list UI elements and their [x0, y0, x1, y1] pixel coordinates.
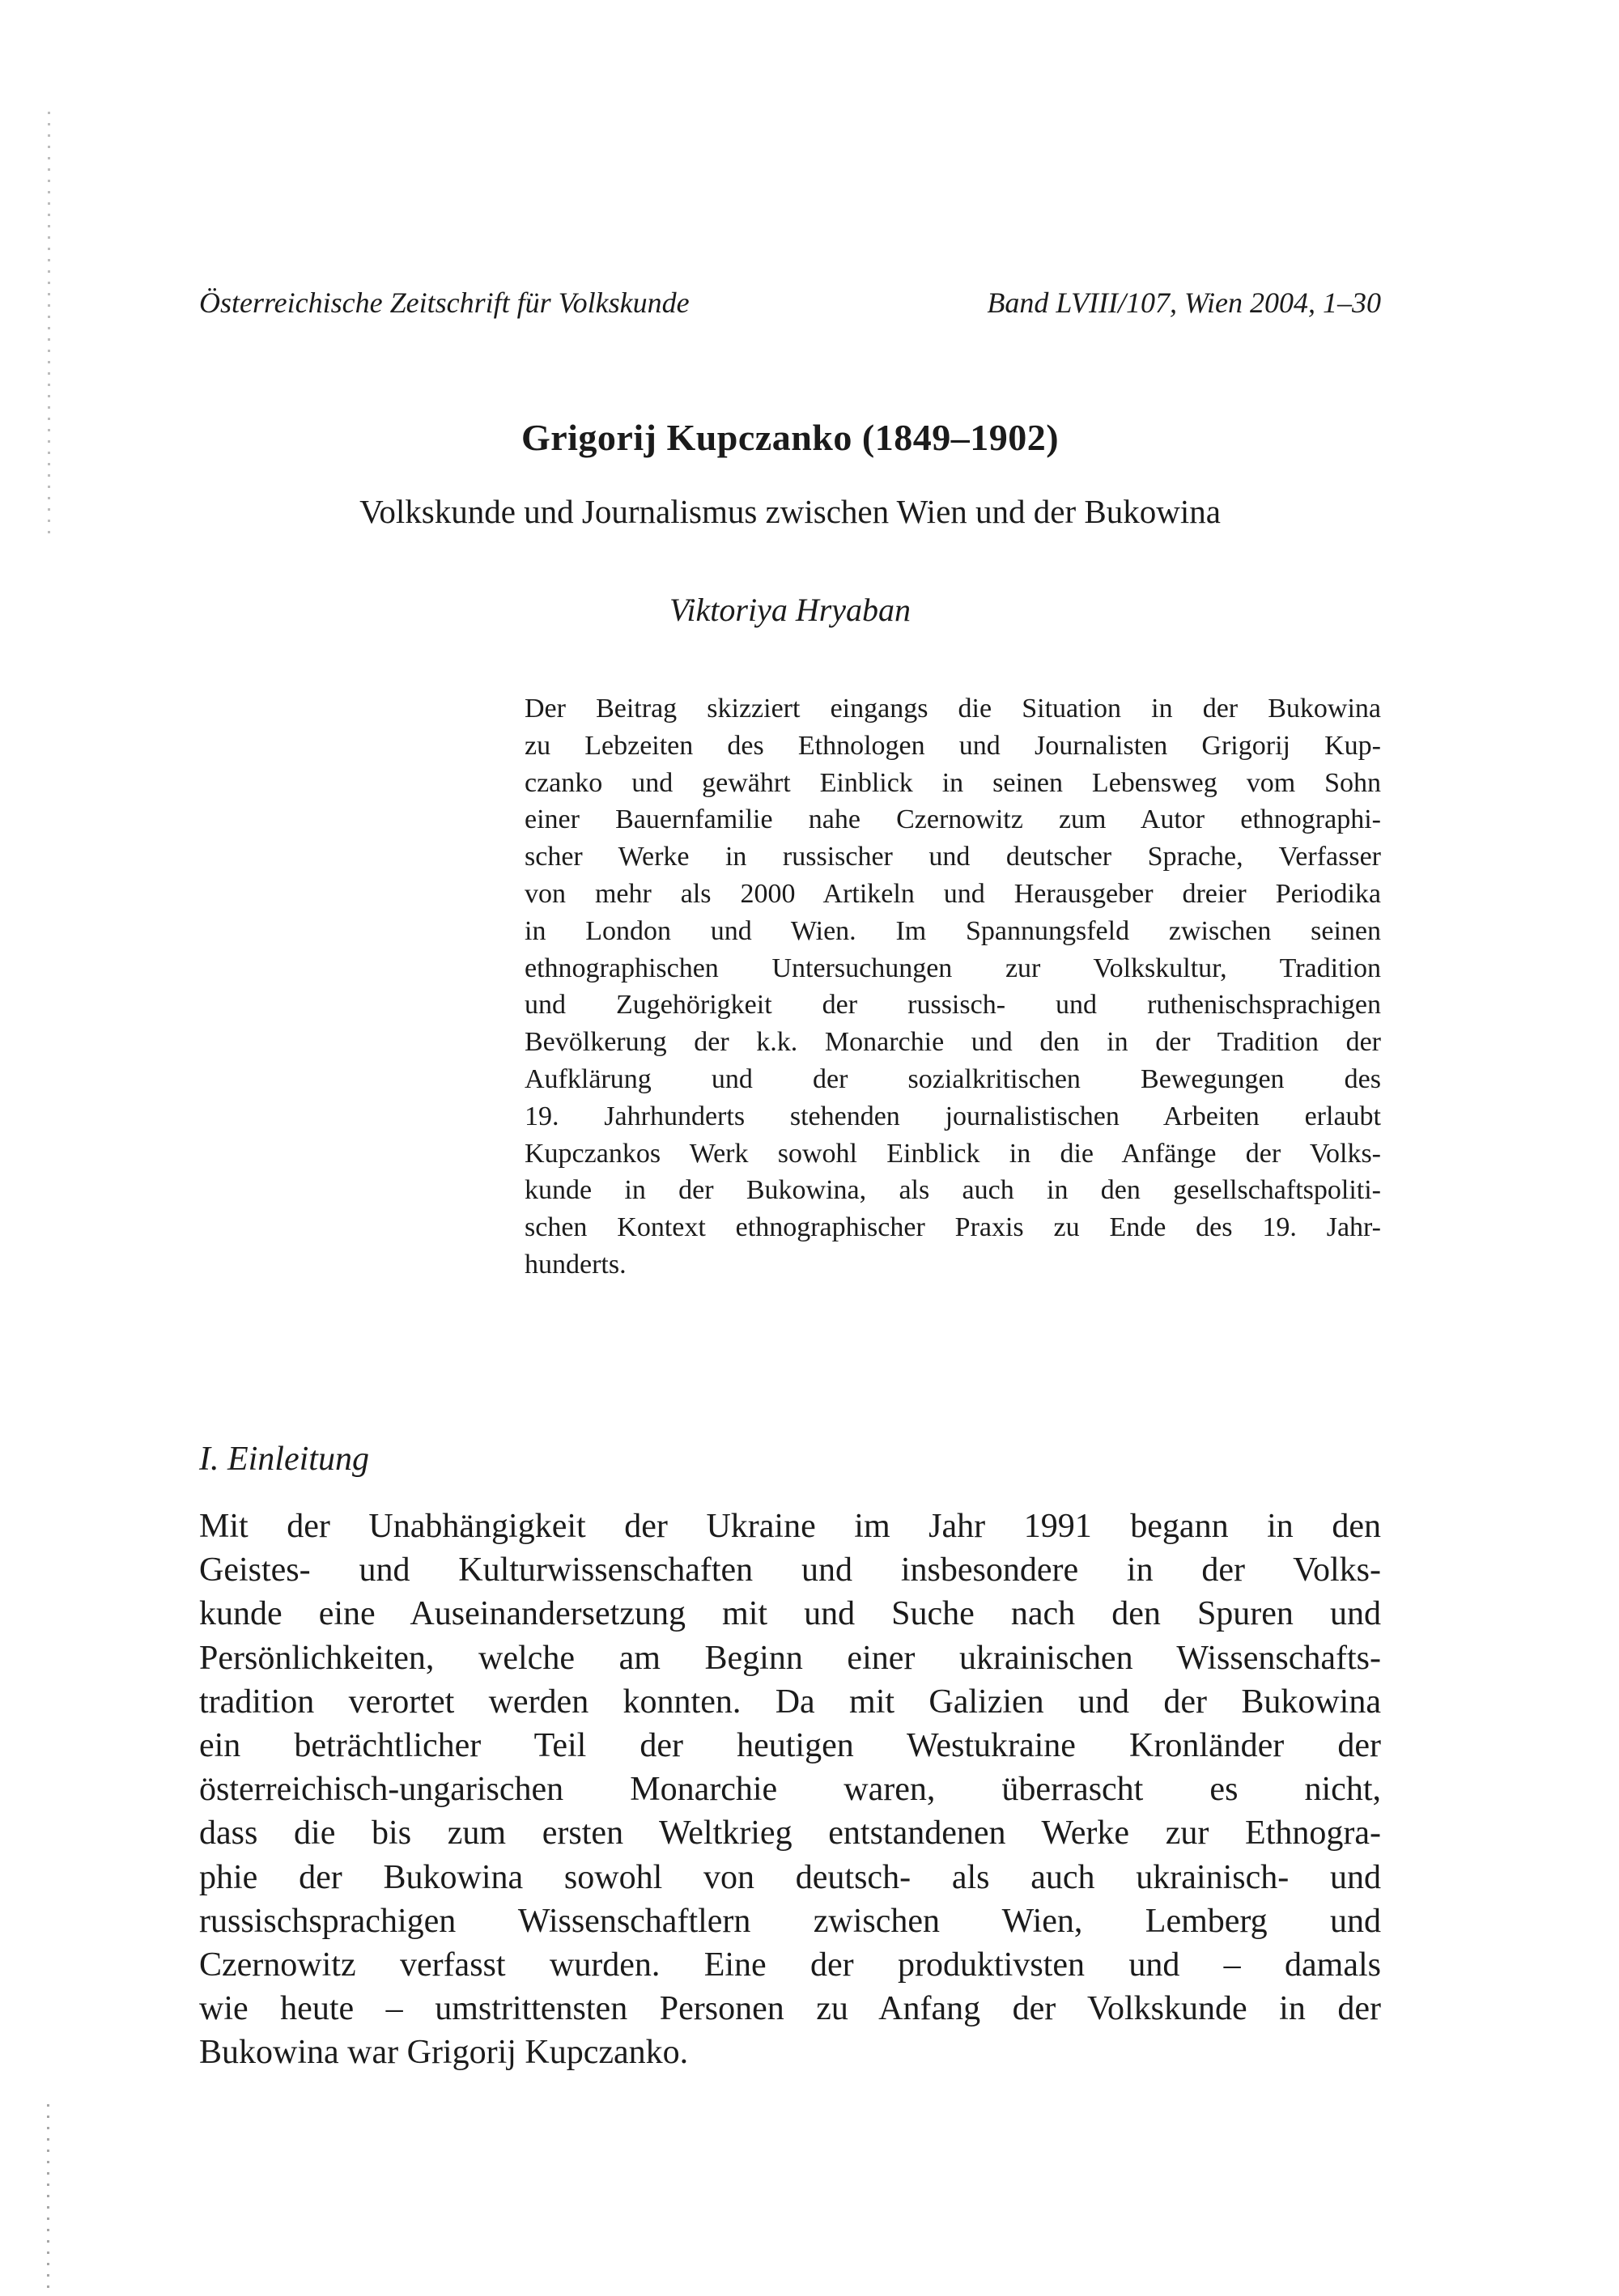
text-line: tradition verortet werden konnten. Da mit Galizien und der Bukowina	[199, 1683, 1381, 1721]
article-title: Grigorij Kupczanko (1849–1902)	[521, 417, 1060, 458]
text-line: kunde eine Auseinandersetzung mit und Suche nach den Spuren und	[199, 1595, 1381, 1633]
article-subtitle: Volkskunde und Journalismus zwischen Wien und der Bukowina	[359, 493, 1221, 530]
text-line: wie heute – umstrittensten Personen zu Anfang der Volkskunde in der	[199, 1990, 1381, 2028]
text-line: kunde in der Bukowina, als auch in den gesellschaftspoliti-	[525, 1175, 1381, 1206]
text-line: scher Werke in russischer und deutscher Sprache, Verfasser	[525, 842, 1381, 872]
section-heading: I. Einleitung	[199, 1441, 369, 1478]
text-line: ethnographischen Untersuchungen zur Volkskultur, Tradition	[525, 953, 1381, 983]
scan-speckle-artifact-top	[48, 112, 50, 539]
body-paragraph	[199, 1504, 1381, 2075]
text-line: Geistes- und Kulturwissenschaften und insbesondere in der Volks-	[199, 1551, 1381, 1589]
issue-info: Band LVIII/107, Wien 2004, 1–30	[987, 286, 1381, 319]
running-head	[199, 285, 1381, 320]
text-line: 19. Jahrhunderts stehenden journalistischen Arbeiten erlaubt	[525, 1101, 1381, 1131]
text-line: von mehr als 2000 Artikeln und Herausgeber dreier Periodika	[525, 878, 1381, 909]
text-line: Mit der Unabhängigkeit der Ukraine im Jahr 1991 begann in den	[199, 1508, 1381, 1545]
text-line: Bevölkerung der k.k. Monarchie und den in der Tradition der	[525, 1027, 1381, 1058]
text-line: phie der Bukowina sowohl von deutsch- als auch ukrainisch- und	[199, 1858, 1381, 1896]
text-line: Persönlichkeiten, welche am Beginn einer ukrainischen Wissenschafts-	[199, 1639, 1381, 1677]
text-line: Aufklärung und der sozialkritischen Bewegungen des	[525, 1063, 1381, 1094]
abstract-block	[525, 690, 1381, 1284]
text-line: in London und Wien. Im Spannungsfeld zwischen seinen	[525, 915, 1381, 946]
text-line: Kupczankos Werk sowohl Einblick in die Anfänge der Volks-	[525, 1138, 1381, 1169]
text-line: schen Kontext ethnographischer Praxis zu Ende des 19. Jahr-	[525, 1212, 1381, 1243]
text-line: ein beträchtlicher Teil der heutigen Westukraine Kronländer der	[199, 1727, 1381, 1765]
text-line: russischsprachigen Wissenschaftlern zwischen Wien, Lemberg und	[199, 1902, 1381, 1940]
text-line: czanko und gewährt Einblick in seinen Lebensweg vom Sohn	[525, 767, 1381, 798]
text-line: und Zugehörigkeit der russisch- und ruthenischsprachigen	[525, 990, 1381, 1021]
text-line: Bukowina war Grigorij Kupczanko.	[199, 2034, 689, 2072]
author-name: Viktoriya Hryaban	[669, 592, 911, 628]
text-line: österreichisch-ungarischen Monarchie waren, überrascht es nicht,	[199, 1771, 1381, 1809]
text-line: Czernowitz verfasst wurden. Eine der produktivsten und – damals	[199, 1946, 1381, 1984]
text-line: zu Lebzeiten des Ethnologen und Journalisten Grigorij Kup-	[525, 730, 1381, 761]
journal-name: Österreichische Zeitschrift für Volkskunde	[199, 286, 690, 319]
text-line: Der Beitrag skizziert eingangs die Situation in der Bukowina	[525, 694, 1381, 724]
text-line: dass die bis zum ersten Weltkrieg entstandenen Werke zur Ethnogra-	[199, 1814, 1381, 1853]
scan-speckle-artifact-bottom	[47, 2104, 49, 2296]
text-line: hunderts.	[525, 1249, 627, 1280]
text-line: einer Bauernfamilie nahe Czernowitz zum Autor ethnographi-	[525, 804, 1381, 835]
